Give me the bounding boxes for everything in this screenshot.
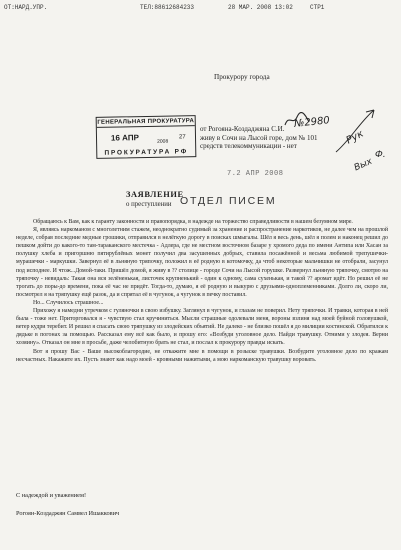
fax-sender: ОТ:НАРД.УПР.	[4, 4, 48, 11]
body-paragraph: Обращаюсь к Вам, как к гаранту законности и правопорядка, в надежде на торжество справедливости в нашем безумном мире.	[33, 219, 353, 225]
sender-telecom: средств телекоммуникации - нет	[200, 142, 297, 151]
document-subtitle: о преступлении	[126, 201, 172, 208]
department-stamp: ОТДЕЛ ПИСЕМ	[180, 195, 277, 207]
handwritten-registration-number: №2980	[293, 115, 331, 130]
sender-address: живу в Сочи на Лысой горе, дом № 101	[200, 133, 318, 142]
stamp-date: 16 АПР	[110, 133, 139, 143]
stamp-footer: ПРОКУРАТУРА РФ	[104, 148, 189, 157]
fax-phone: ТЕЛ:88612684233	[140, 4, 195, 11]
sender-name: от Рогояна-Коздаджяна С.И.	[200, 125, 285, 133]
handwritten-mark: Ф.	[375, 150, 386, 160]
document-title: ЗАЯВЛЕНИЕ	[126, 190, 184, 199]
fax-date: 28 МАР. 2008 13:02	[228, 4, 293, 11]
closing-line: С надеждой и уважением!	[16, 492, 87, 499]
handwritten-resolution-2: Вых	[352, 156, 374, 174]
handwritten-resolution-1: Рук	[344, 128, 366, 147]
registration-stamp	[96, 115, 197, 159]
body-paragraph: Вот я прошу Вас - Ваше высокоблагородие, не откажите мне в помощи в розыске травушки. Возбудите уголовное дело по кражам несчастных. Накажите их. Пусть знают как надо моей - кровными нажитыми, а мою наркоманскую травушку воровать.	[16, 348, 388, 363]
recipient: Прокурору города	[214, 73, 270, 81]
handwritten-scribble-icon	[283, 112, 311, 128]
received-date-stamp: 7.2 АПР 2008	[227, 170, 284, 178]
body-text	[16, 218, 388, 364]
stamp-number: 27	[178, 134, 186, 141]
signature-name: Рогоян-Коздаджян Самвел Ишаккович	[16, 510, 120, 517]
stamp-year: 2008	[157, 138, 169, 145]
stamp-org: ГЕНЕРАЛЬНАЯ ПРОКУРАТУРА	[97, 118, 195, 128]
body-paragraph: Но... Случилось страшное...	[33, 299, 104, 306]
body-paragraph: Я, являясь наркоманом с многолетним стажем, неоднократно судимый за хранение и распространение наркотиков, не далее чем на прошлой неделе, собрав последние медные грошики, отправился в нелёгкую дорогу в поисках шмыгалы. Шёл я весь день, шёл я полем и наконец решил до пешком дойти до какого-то там-тараканского местечка - Адлера, где не местном восточном базаре у хромого деда по имени Антипа или Хасан за полушку хлеба и пригоршню пятирублёвых монет получил два засушенных добрых, ставила посажённой и весьма любимой трепушечки-мурашечки - маркушки. Завернул её в льняную тряпочку, положил в её родную в котомочку, да чтоб некоторые мальчишки не отобрали, засунул под исподнее. И чтож...Домой-таки. Пришёл домой, я живу в ?? столице - городе Сочи на Лысой горушке. Развернул льняную тряпочку, смотрю на тряпочку - невидаль: Такая она вся зелёненькая, листочек крупненький - один к одному, сама сухенькая, и такой ?? аромат идёт. Но решил её не трогать до поры-до времени, пока её час не придёт. Тогда-то, думаю, я её родную и выкурю с друзьями-одноплеменниками. Долго ли, скоро ли, посмотрел я на тряпушку ещё разок, да и спрятал её в чугунок, а чугунок в печку поставил.	[16, 227, 388, 298]
body-paragraph: Прихожу я намедни утречком с гуляночки в свою избушку. Заглянул в чугунок, и глазам не поверил. Нету тряпочки. И травки, которая в ней была - тоже нет. Приторговался я - чувствую стал кручиниться. Мысли страшные одолевали меня, вороны взлиня над моей буйной головушкой, ветер кудри теребит. И решил я спасать свою тряпушку из злодейских объятий. Не далеко - не близко пошёл я до милиции костянской. Обратился к дядьке в погонах за помощью. Рассказал ему всё как было, и прошу его: «Возбуди уголовное дело. Найди травушку. Отними у злодея. Верни хозяину». Отказал он мне в просьбе, даже челобитную брать не стал, и послал к прокурору правды искать.	[16, 308, 388, 347]
fax-page: СТР1	[310, 4, 325, 11]
